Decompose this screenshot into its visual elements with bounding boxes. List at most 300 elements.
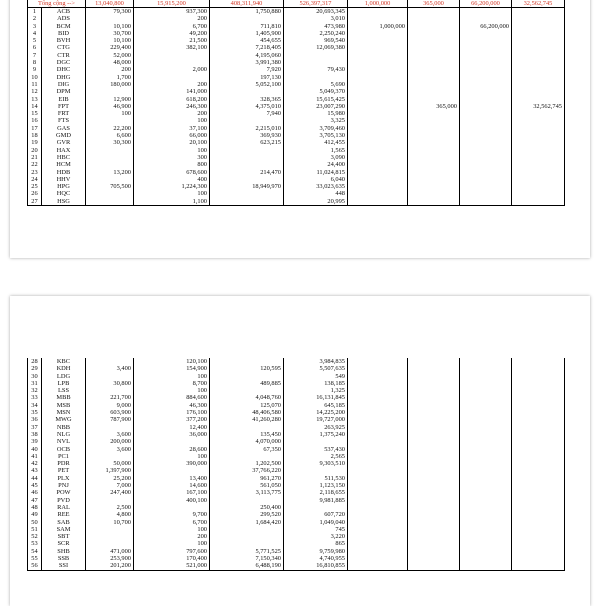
value-cell [348,37,408,44]
value-cell: 3,090 [284,154,348,161]
value-cell [460,519,512,526]
row-index-cell: 54 [28,548,42,555]
value-cell [86,424,134,431]
value-cell [210,497,284,504]
row-index-cell: 35 [28,409,42,416]
value-cell [86,176,134,183]
value-cell: 645,185 [284,402,348,409]
value-cell: 20,100 [134,139,210,146]
value-cell [460,533,512,540]
value-cell [460,482,512,489]
value-cell: 6,600 [86,132,134,139]
table-row [28,125,565,132]
ticker-cell: MSN [42,409,86,416]
value-cell: 30,300 [86,139,134,146]
value-cell [408,176,460,183]
value-cell: 969,540 [284,37,348,44]
table-row [28,37,565,44]
value-cell [86,117,134,124]
value-cell [460,66,512,73]
value-cell: 537,430 [284,446,348,453]
value-cell [460,562,512,570]
value-cell [460,183,512,190]
value-cell [348,548,408,555]
value-cell: 377,200 [134,416,210,423]
ticker-cell: NVL [42,438,86,445]
value-cell: 100 [134,117,210,124]
totals-cell: 408,311,940 [210,0,284,8]
value-cell: 5,507,635 [284,365,348,372]
value-cell [460,453,512,460]
value-cell [408,409,460,416]
value-cell [284,438,348,445]
value-cell [408,23,460,30]
value-cell: 1,000,000 [348,23,408,30]
row-index-cell: 29 [28,365,42,372]
value-cell: 2,500 [86,504,134,511]
value-cell [210,373,284,380]
ticker-cell: GAS [42,125,86,132]
value-cell [460,59,512,66]
value-cell [408,8,460,16]
value-cell: 1,049,040 [284,519,348,526]
row-index-cell: 15 [28,110,42,117]
value-cell [512,416,565,423]
value-cell [284,504,348,511]
value-cell [348,125,408,132]
value-cell: 1,700 [86,74,134,81]
value-cell: 14,600 [134,482,210,489]
table-row [28,23,565,30]
value-cell [460,190,512,197]
value-cell [460,467,512,474]
value-cell: 100 [134,147,210,154]
value-cell [408,489,460,496]
value-cell: 3,600 [86,446,134,453]
value-cell [512,59,565,66]
ticker-cell: HAX [42,147,86,154]
value-cell: 607,720 [284,511,348,518]
value-cell: 618,200 [134,96,210,103]
value-cell [348,467,408,474]
value-cell [512,37,565,44]
value-cell [348,154,408,161]
value-cell [348,533,408,540]
value-cell [408,511,460,518]
value-cell: 246,300 [134,103,210,110]
value-cell [408,540,460,547]
ticker-cell: ADS [42,15,86,22]
totals-cell: 526,397,317 [284,0,348,8]
totals-cell: 32,562,745 [512,0,565,8]
value-cell [408,183,460,190]
value-cell [460,438,512,445]
table-row [28,424,565,431]
value-cell [408,402,460,409]
value-cell [460,373,512,380]
value-cell [210,424,284,431]
value-cell [460,81,512,88]
table-row [28,117,565,124]
value-cell [408,533,460,540]
row-index-cell: 1 [28,8,42,16]
value-cell [348,169,408,176]
value-cell: 12,400 [134,424,210,431]
value-cell [408,147,460,154]
value-cell: 6,700 [134,23,210,30]
table-row [28,511,565,518]
value-cell: 3,113,775 [210,489,284,496]
value-cell [86,373,134,380]
value-cell [408,110,460,117]
value-cell [408,482,460,489]
value-cell [512,8,565,16]
value-cell [408,358,460,365]
ticker-cell: FTS [42,117,86,124]
value-cell [408,125,460,132]
value-cell [408,555,460,562]
value-cell: 20,995 [284,198,348,206]
value-cell: 369,930 [210,132,284,139]
value-cell: 3,010 [284,15,348,22]
table-row [28,52,565,59]
table-row [28,562,565,570]
value-cell: 135,450 [210,431,284,438]
ticker-cell: HSG [42,198,86,206]
value-cell: 7,940 [210,110,284,117]
row-index-cell: 30 [28,373,42,380]
value-cell: 100 [134,540,210,547]
value-cell [512,154,565,161]
value-cell [460,110,512,117]
value-cell: 48,406,580 [210,409,284,416]
value-cell: 201,200 [86,562,134,570]
value-cell: 454,655 [210,37,284,44]
value-cell [512,467,565,474]
value-cell [210,190,284,197]
ticker-cell: BID [42,30,86,37]
value-cell: 9,303,510 [284,460,348,467]
value-cell [460,511,512,518]
value-cell: 30,800 [86,380,134,387]
row-index-cell: 53 [28,540,42,547]
table-row [28,66,565,73]
value-cell [284,52,348,59]
value-cell [460,147,512,154]
value-cell [348,453,408,460]
table-row [28,183,565,190]
value-cell [460,446,512,453]
row-index-cell: 3 [28,23,42,30]
value-cell [348,110,408,117]
totals-cell: 13,040,800 [86,0,134,8]
value-cell [408,198,460,206]
value-cell [512,504,565,511]
table-row [28,380,565,387]
row-index-cell: 2 [28,15,42,22]
value-cell [408,460,460,467]
value-cell [86,88,134,95]
value-cell [512,365,565,372]
value-cell [348,74,408,81]
value-cell [512,519,565,526]
value-cell: 120,595 [210,365,284,372]
value-cell [348,540,408,547]
ticker-cell: SSI [42,562,86,570]
value-cell [408,132,460,139]
value-cell [460,176,512,183]
value-cell: 24,400 [284,161,348,168]
value-cell: 1,405,900 [210,30,284,37]
row-index-cell: 28 [28,358,42,365]
row-index-cell: 22 [28,161,42,168]
value-cell: 197,130 [210,74,284,81]
ticker-cell: HBC [42,154,86,161]
row-index-cell: 51 [28,526,42,533]
value-cell: 1,224,300 [134,183,210,190]
value-cell [348,198,408,206]
value-cell: 247,400 [86,489,134,496]
value-cell [512,380,565,387]
table-row [28,387,565,394]
value-cell [408,52,460,59]
value-cell: 1,202,500 [210,460,284,467]
value-cell: 229,400 [86,44,134,51]
value-cell: 328,365 [210,96,284,103]
value-cell [348,8,408,16]
value-cell [408,467,460,474]
value-cell: 412,455 [284,139,348,146]
table-row [28,438,565,445]
value-cell: 46,900 [86,103,134,110]
value-cell [348,562,408,570]
table-row [28,519,565,526]
value-cell [512,74,565,81]
value-cell [134,52,210,59]
value-cell [512,23,565,30]
value-cell [408,431,460,438]
value-cell [512,409,565,416]
value-cell [284,467,348,474]
value-cell [408,117,460,124]
value-cell: 176,100 [134,409,210,416]
value-cell [460,161,512,168]
totals-cell: 1,000,000 [348,0,408,8]
value-cell: 41,260,280 [210,416,284,423]
value-cell [460,44,512,51]
row-index-cell: 56 [28,562,42,570]
value-cell [348,81,408,88]
value-cell [512,489,565,496]
value-cell [460,198,512,206]
table-row [28,154,565,161]
table-row [28,169,565,176]
value-cell: 100 [134,190,210,197]
value-cell [512,88,565,95]
value-cell [86,533,134,540]
value-cell [512,402,565,409]
value-cell [512,96,565,103]
value-cell [408,190,460,197]
value-cell: 28,600 [134,446,210,453]
value-cell: 100 [134,387,210,394]
value-cell [408,394,460,401]
value-cell: 6,040 [284,176,348,183]
table-row [28,74,565,81]
value-cell [512,190,565,197]
value-cell [460,365,512,372]
value-cell [460,526,512,533]
value-cell [460,394,512,401]
value-cell [408,373,460,380]
value-cell: 489,885 [210,380,284,387]
value-cell [512,44,565,51]
ticker-cell: PC1 [42,453,86,460]
value-cell: 22,200 [86,125,134,132]
value-cell [460,88,512,95]
value-cell [460,431,512,438]
value-cell: 9,000 [86,402,134,409]
value-cell [408,66,460,73]
value-cell [348,139,408,146]
row-index-cell: 16 [28,117,42,124]
value-cell [512,198,565,206]
ticker-cell: CTG [42,44,86,51]
value-cell: 365,000 [408,103,460,110]
value-cell: 32,562,745 [512,103,565,110]
value-cell [460,548,512,555]
ticker-cell: PLX [42,475,86,482]
document-page-1 [10,0,590,258]
table-row [28,30,565,37]
value-cell [210,540,284,547]
value-cell: 3,991,380 [210,59,284,66]
value-cell: 9,759,980 [284,548,348,555]
value-cell [512,446,565,453]
value-cell: 3,984,835 [284,358,348,365]
table-row [28,489,565,496]
value-cell [408,365,460,372]
table-row [28,44,565,51]
ticker-cell: MSB [42,402,86,409]
table-row [28,103,565,110]
table-row [28,497,565,504]
value-cell: 7,218,405 [210,44,284,51]
row-index-cell: 45 [28,482,42,489]
row-index-cell: 18 [28,132,42,139]
ticker-cell: POW [42,489,86,496]
value-cell [460,358,512,365]
value-cell: 3,600 [86,431,134,438]
value-cell [348,446,408,453]
value-cell: 16,131,845 [284,394,348,401]
value-cell: 10,100 [86,37,134,44]
ticker-cell: DHG [42,74,86,81]
ticker-cell: HPG [42,183,86,190]
value-cell: 154,900 [134,365,210,372]
value-cell: 9,981,885 [284,497,348,504]
value-cell [460,132,512,139]
value-cell: 14,225,200 [284,409,348,416]
value-cell [460,8,512,16]
value-cell [348,409,408,416]
value-cell: 390,000 [134,460,210,467]
ticker-cell: NLG [42,431,86,438]
value-cell [408,59,460,66]
table-row [28,373,565,380]
value-cell [408,74,460,81]
value-cell [86,358,134,365]
ticker-cell: LPB [42,380,86,387]
value-cell [408,169,460,176]
value-cell [460,460,512,467]
value-cell: 6,700 [134,519,210,526]
value-cell: 1,375,240 [284,431,348,438]
value-cell [460,169,512,176]
value-cell: 37,100 [134,125,210,132]
value-cell [348,66,408,73]
value-cell [512,387,565,394]
value-cell [408,161,460,168]
value-cell: 1,750,880 [210,8,284,16]
row-index-cell: 27 [28,198,42,206]
value-cell [348,30,408,37]
value-cell [348,147,408,154]
row-index-cell: 32 [28,387,42,394]
value-cell [460,96,512,103]
value-cell [460,125,512,132]
ticker-cell: KDH [42,365,86,372]
value-cell: 473,980 [284,23,348,30]
value-cell: 37,766,220 [210,467,284,474]
row-index-cell: 41 [28,453,42,460]
table-row [28,460,565,467]
value-cell [348,190,408,197]
value-cell: 15,980 [284,110,348,117]
value-cell: 678,600 [134,169,210,176]
value-cell [348,161,408,168]
table-row [28,8,565,16]
document-page-2 [10,296,590,606]
table-row [28,139,565,146]
value-cell: 10,100 [86,23,134,30]
ticker-cell: REE [42,511,86,518]
value-cell: 170,400 [134,555,210,562]
value-cell: 4,800 [86,511,134,518]
totals-row [28,0,565,8]
value-cell [408,96,460,103]
value-cell [348,365,408,372]
ticker-cell: KBC [42,358,86,365]
value-cell [348,15,408,22]
value-cell [460,52,512,59]
row-index-cell: 24 [28,176,42,183]
ticker-cell: NBB [42,424,86,431]
value-cell [348,460,408,467]
value-cell: 511,530 [284,475,348,482]
row-index-cell: 7 [28,52,42,59]
value-cell: 2,215,010 [210,125,284,132]
row-index-cell: 14 [28,103,42,110]
ticker-cell: EIB [42,96,86,103]
value-cell: 865 [284,540,348,547]
value-cell [512,373,565,380]
value-cell [512,475,565,482]
value-cell [348,402,408,409]
value-cell: 50,000 [86,460,134,467]
value-cell [348,497,408,504]
value-cell: 25,200 [86,475,134,482]
